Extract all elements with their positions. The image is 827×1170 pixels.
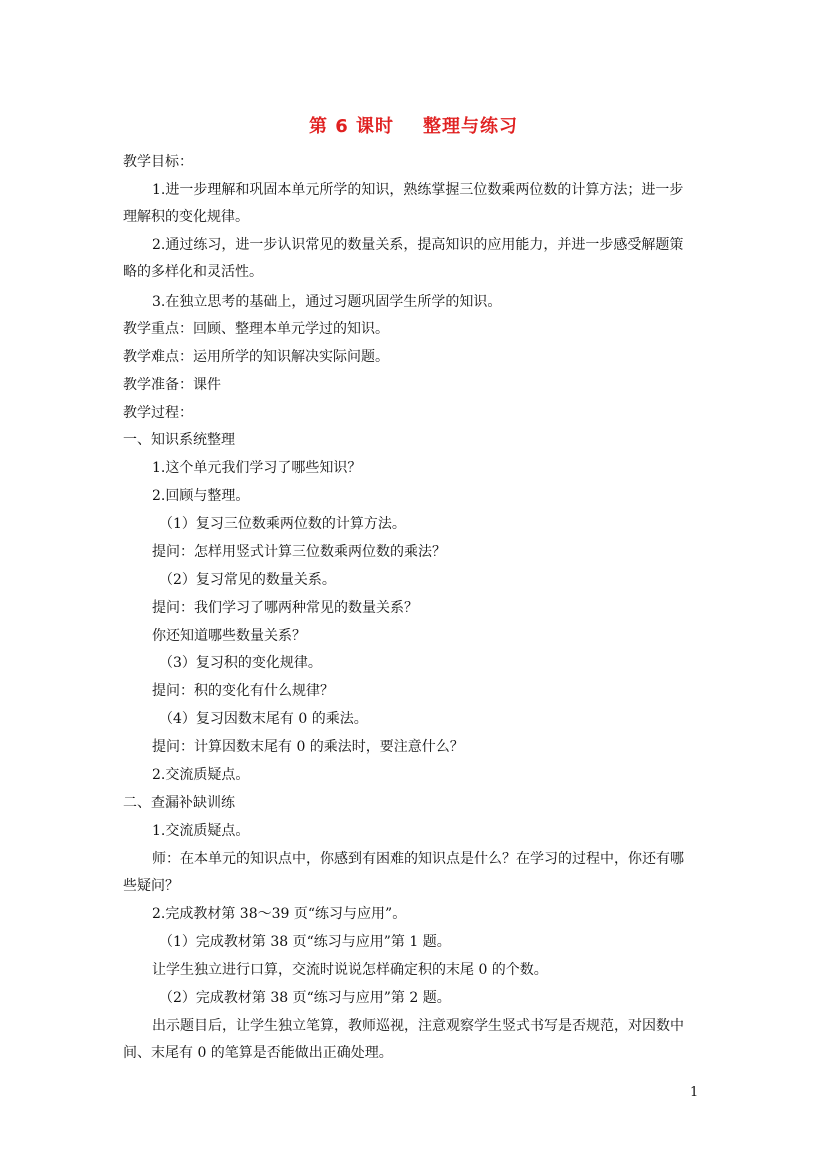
text-line: 2.完成教材第 38～39 页“练习与应用”。 [152,906,407,922]
text-line: 些疑问？ [123,878,179,894]
text-line: （4）复习因数末尾有 0 的乘法。 [159,711,368,727]
text-line: 你还知道哪些数量关系？ [152,628,306,644]
text-line: 提问：怎样用竖式计算三位数乘两位数的乘法？ [152,544,446,560]
text-line: 1.交流质疑点。 [152,823,250,839]
text-line: 2.交流质疑点。 [152,767,250,783]
text-line: 教学过程： [123,405,193,421]
text-line: 略的多样化和灵活性。 [123,264,263,280]
text-line: 让学生独立进行口算，交流时说说怎样确定积的末尾 0 的个数。 [152,962,548,978]
text-line: 提问：积的变化有什么规律？ [152,683,334,699]
text-line: 理解积的变化规律。 [123,209,249,225]
text-line: （2）完成教材第 38 页“练习与应用”第 2 题。 [159,990,451,1006]
text-line: 提问：我们学习了哪两种常见的数量关系？ [152,600,418,616]
text-line: 2.通过练习，进一步认识常见的数量关系，提高知识的应用能力，并进一步感受解题策 [152,237,684,253]
text-line: 3.在独立思考的基础上，通过习题巩固学生所学的知识。 [152,294,502,310]
text-line: 出示题目后，让学生独立笔算，教师巡视，注意观察学生竖式书写是否规范，对因数中 [152,1018,684,1034]
text-line: 提问：计算因数末尾有 0 的乘法时，要注意什么？ [152,739,464,755]
page-title: 第 6 课时 整理与练习 [308,116,519,137]
text-line: 教学难点：运用所学的知识解决实际问题。 [123,349,389,365]
text-line: 教学准备：课件 [123,377,221,393]
page-number: 1 [690,1085,699,1100]
text-line: （1）复习三位数乘两位数的计算方法。 [159,516,406,532]
section-heading: 一、知识系统整理 [123,432,235,448]
text-line: 间、末尾有 0 的笔算是否能做出正确处理。 [123,1045,393,1061]
text-line: 教学重点：回顾、整理本单元学过的知识。 [123,321,389,337]
text-line: （3）复习积的变化规律。 [159,655,322,671]
text-line: 教学目标： [123,154,193,170]
text-line: 1.这个单元我们学习了哪些知识？ [152,460,362,476]
section-heading: 二、查漏补缺训练 [123,795,235,811]
text-line: 师：在本单元的知识点中，你感到有困难的知识点是什么？在学习的过程中，你还有哪 [152,851,684,867]
text-line: （2）复习常见的数量关系。 [159,572,336,588]
text-line: （1）完成教材第 38 页“练习与应用”第 1 题。 [159,934,451,950]
text-line: 2.回顾与整理。 [152,488,250,504]
text-line: 1.进一步理解和巩固本单元所学的知识，熟练掌握三位数乘两位数的计算方法；进一步 [152,182,684,198]
